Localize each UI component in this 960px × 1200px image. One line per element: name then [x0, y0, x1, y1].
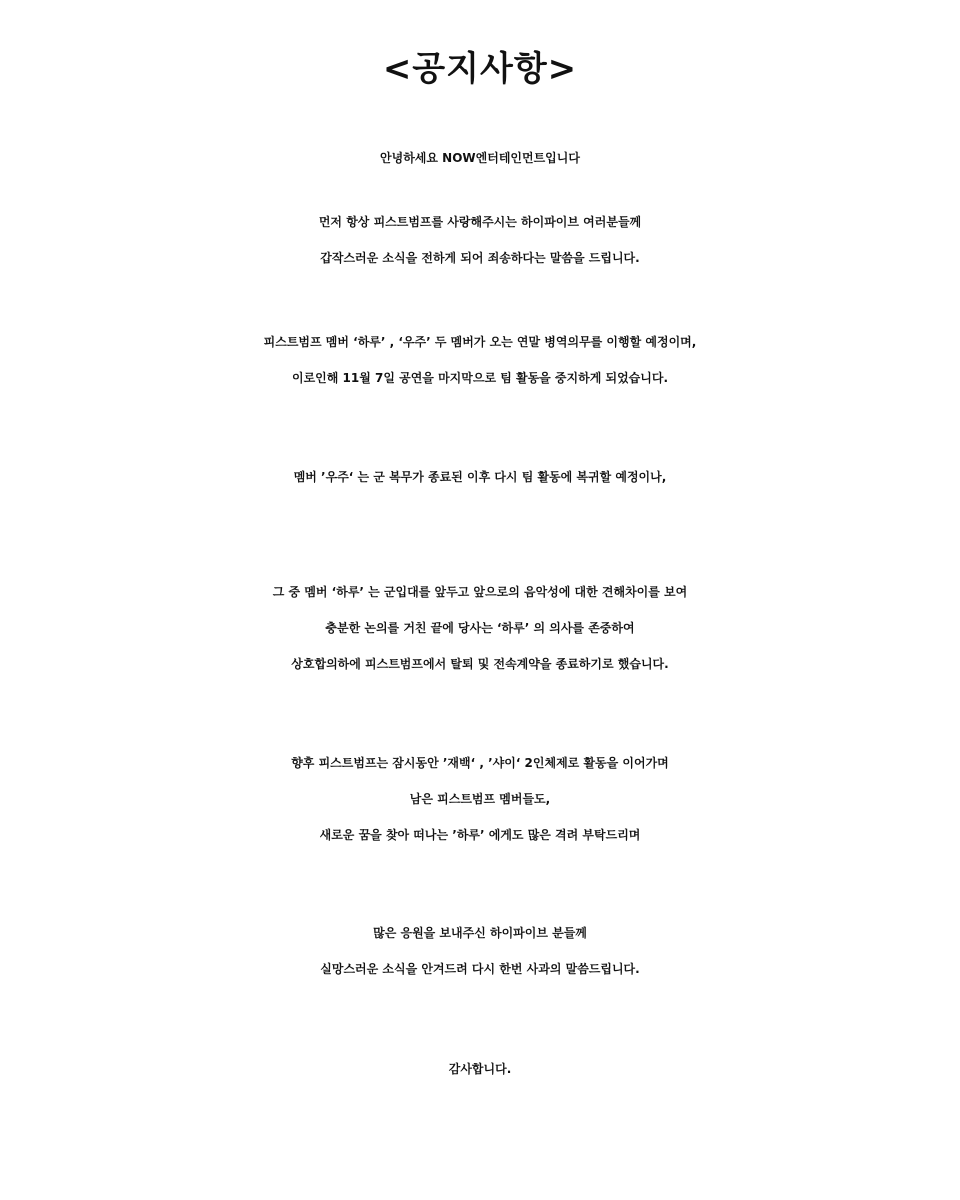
thanks-paragraph — [0, 1051, 960, 1087]
notice-title: <공지사항> — [382, 49, 578, 89]
future-activity-line-3: 새로운 꿈을 찾아 떠나는 ’하루’ 에게도 많은 격려 부탁드리며 — [319, 828, 641, 842]
member-return-paragraph — [0, 459, 960, 495]
apology-intro-line-2: 갑작스러운 소식을 전하게 되어 죄송하다는 말씀을 드립니다. — [320, 251, 640, 265]
future-activity-line-2: 남은 피스트범프 멤버들도, — [409, 792, 551, 806]
member-return-line: 멤버 ’우주‘ 는 군 복무가 종료된 이후 다시 팀 활동에 복귀할 예정이나, — [293, 470, 667, 484]
future-activity-line-1: 향후 피스트범프는 잠시동안 ’재백‘ , ’샤이‘ 2인체제로 활동을 이어가며 — [291, 756, 669, 770]
closing-apology-line-2: 실망스러운 소식을 안겨드려 다시 한번 사과의 말씀드립니다. — [320, 962, 640, 976]
greeting-paragraph — [0, 140, 960, 176]
greeting-line: 안녕하세요 NOW엔터테인먼트입니다 — [380, 151, 580, 165]
thanks-line: 감사합니다. — [448, 1062, 512, 1076]
member-departure-paragraph — [0, 574, 960, 682]
future-activity-paragraph — [0, 745, 960, 853]
military-service-paragraph — [0, 324, 960, 396]
member-departure-line-3: 상호합의하에 피스트범프에서 탈퇴 및 전속계약을 종료하기로 했습니다. — [291, 657, 669, 671]
apology-intro-line-1: 먼저 항상 피스트범프를 사랑해주시는 하이파이브 여러분들께 — [318, 215, 642, 229]
member-departure-line-1: 그 중 멤버 ‘하루’ 는 군입대를 앞두고 앞으로의 음악성에 대한 견해차이를 보여 — [272, 585, 688, 599]
military-service-line-2: 이로인해 11월 7일 공연을 마지막으로 팀 활동을 중지하게 되었습니다. — [291, 371, 668, 385]
member-departure-line-2: 충분한 논의를 거친 끝에 당사는 ‘하루’ 의 의사를 존중하여 — [325, 621, 635, 635]
closing-apology-paragraph — [0, 915, 960, 987]
closing-apology-line-1: 많은 응원을 보내주신 하이파이브 분들께 — [373, 926, 587, 940]
military-service-line-1: 피스트범프 멤버 ‘하루’ , ‘우주’ 두 멤버가 오는 연말 병역의무를 이행할 예정이며, — [263, 335, 697, 349]
apology-intro-paragraph — [0, 204, 960, 276]
